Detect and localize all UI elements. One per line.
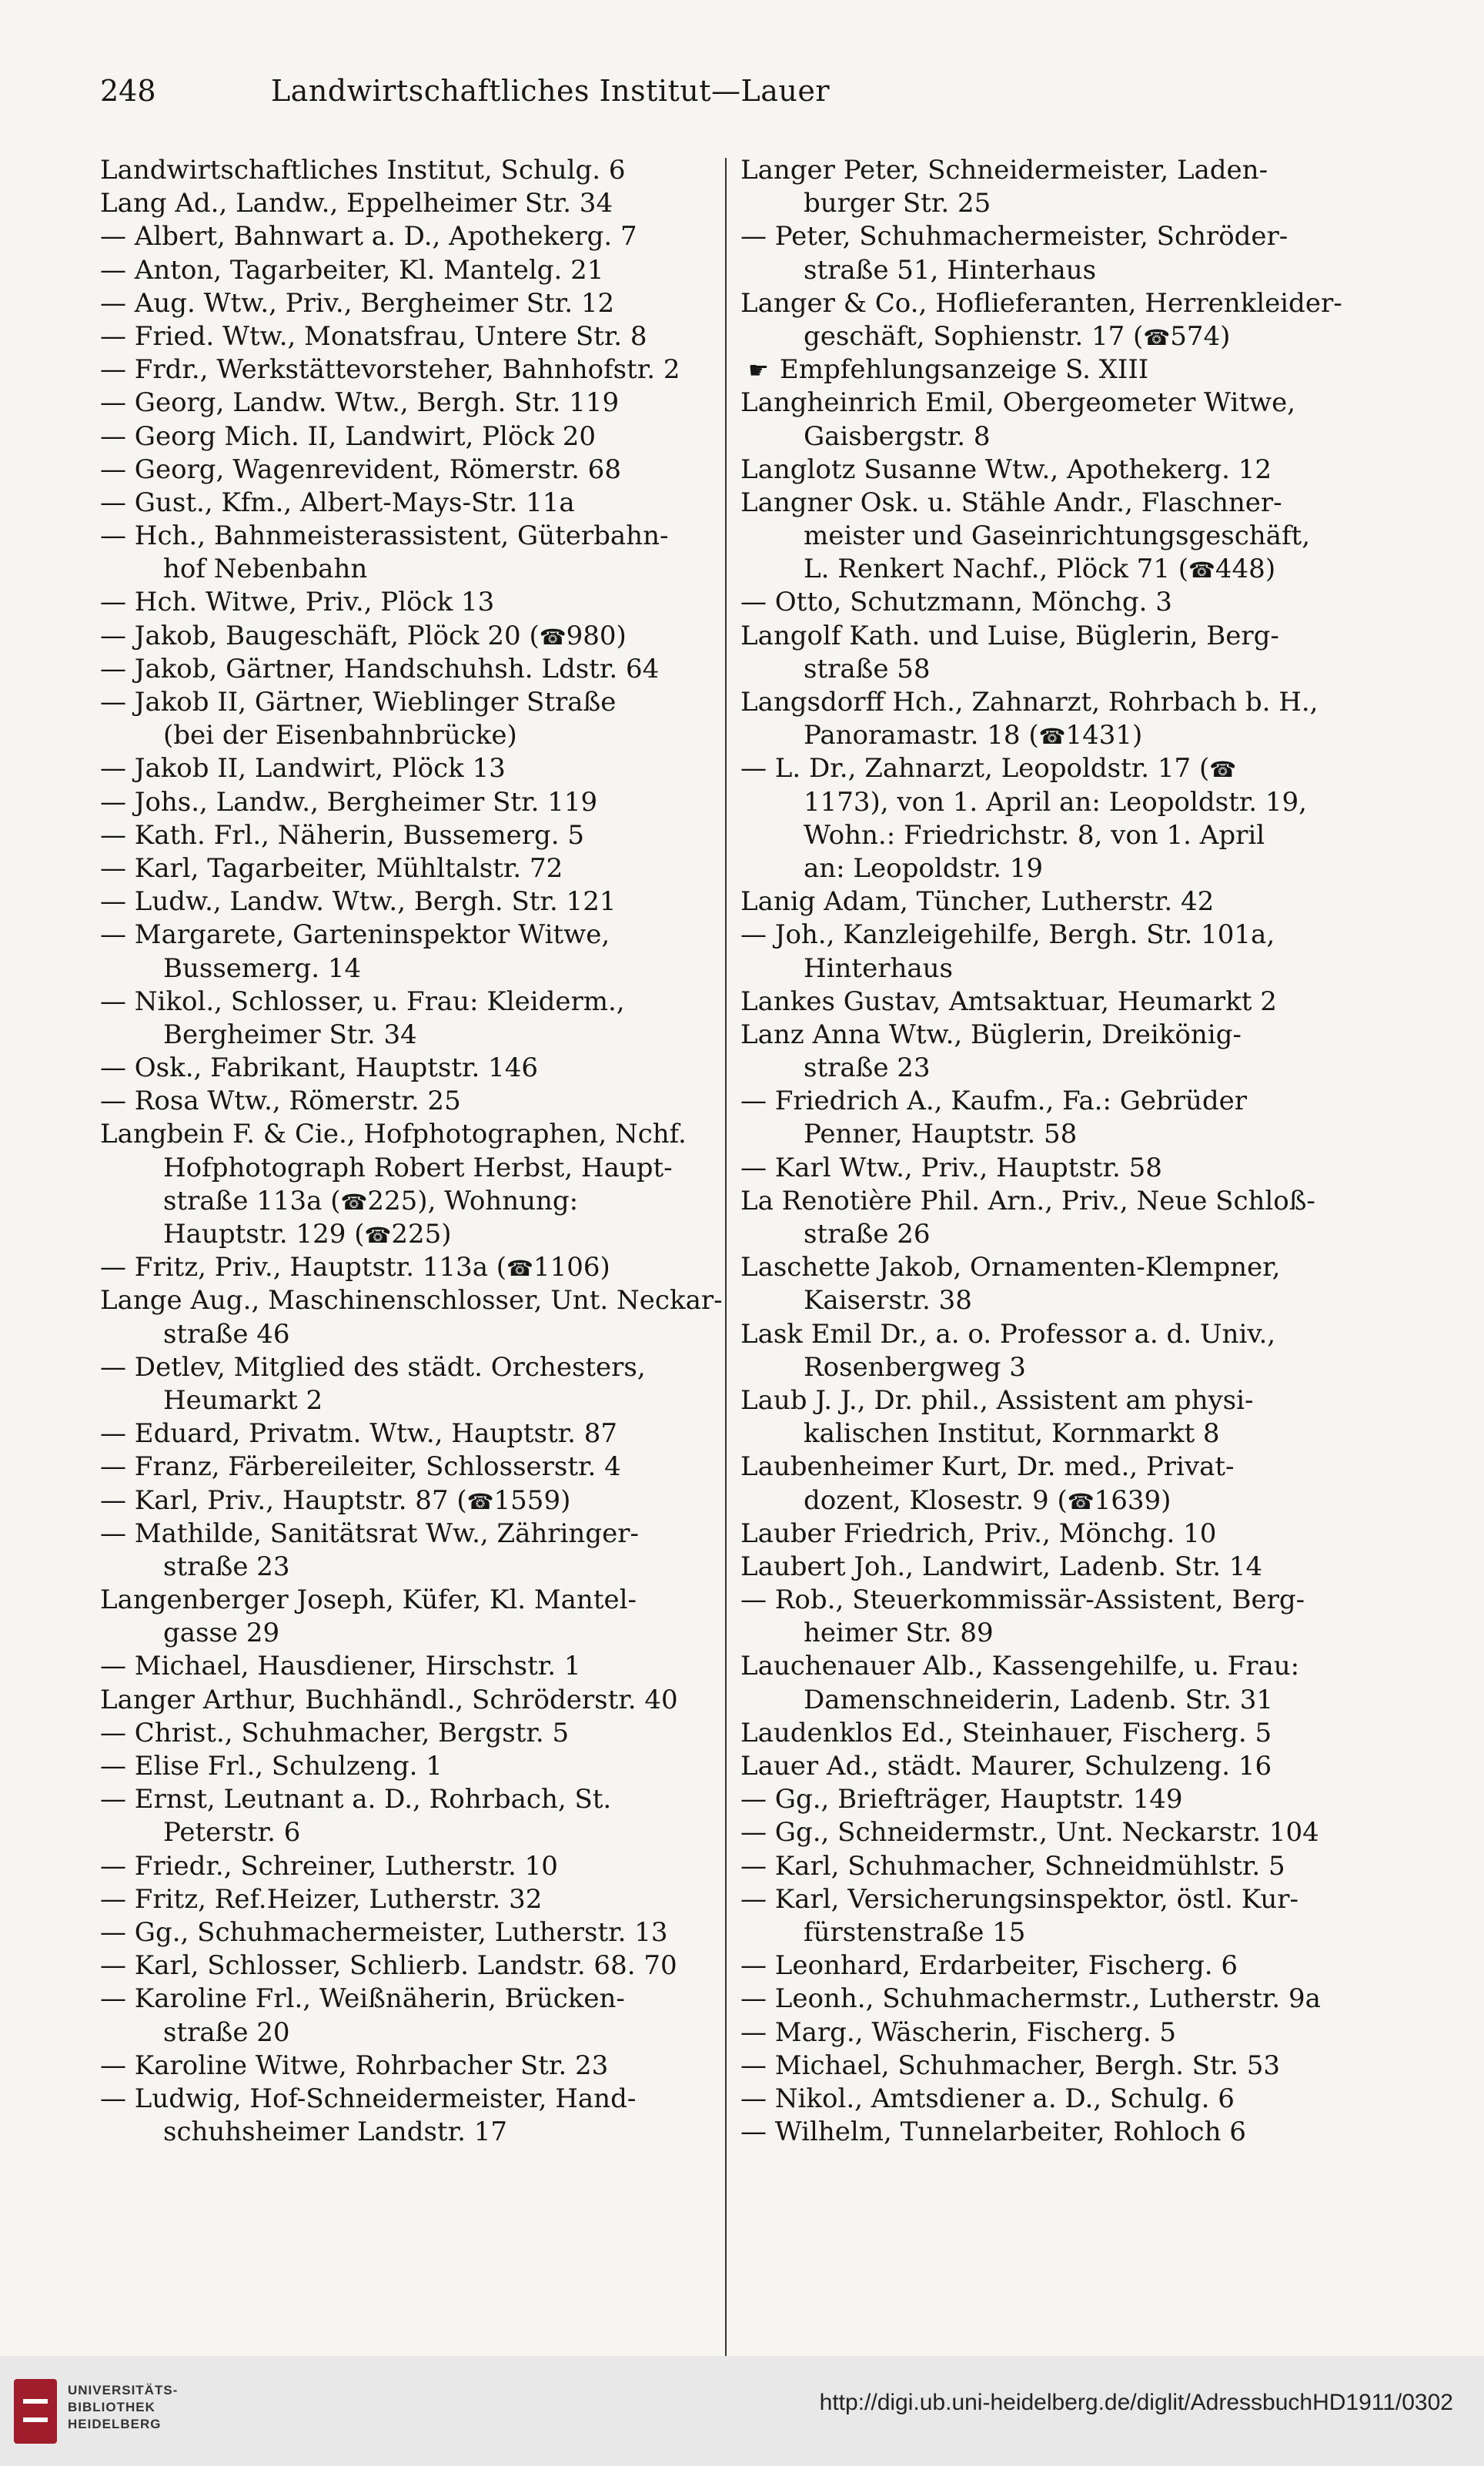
entry-text: 1173), von 1. April an: Leopoldstr. 19, [804, 786, 1307, 818]
entry-text: straße 51, Hinterhaus [804, 254, 1097, 286]
entry-text: — Frdr., Werkstättevorsteher, Bahnhofstr. 2 [100, 354, 680, 386]
entry-continuation-line [740, 1118, 1364, 1151]
entry-text: — Gg., Schuhmachermeister, Lutherstr. 13 [100, 1916, 668, 1948]
telephone-icon: ☎ [1143, 324, 1171, 350]
directory-entry-line [740, 752, 1364, 785]
telephone-number: 1559) [493, 1484, 571, 1516]
directory-entry-line [100, 1883, 724, 1916]
entry-continuation-line [740, 952, 1364, 985]
entry-text: Hauptstr. 129 ( [163, 1219, 365, 1250]
entry-text: burger Str. 25 [804, 188, 991, 219]
entry-text: Langer & Co., Hoflieferanten, Herrenkleider- [740, 287, 1342, 319]
entry-text: — Osk., Fabrikant, Hauptstr. 146 [100, 1052, 539, 1084]
directory-entry-line [100, 154, 724, 187]
directory-entry-line [100, 918, 724, 952]
directory-entry-line [740, 1650, 1364, 1683]
directory-entry-line [740, 885, 1364, 918]
entry-text: Bergheimer Str. 34 [163, 1019, 417, 1050]
entry-text: — Karl, Tagarbeiter, Mühltalstr. 72 [100, 852, 563, 884]
entry-text: — Nikol., Amtsdiener a. D., Schulg. 6 [740, 2083, 1235, 2114]
entry-text: — Marg., Wäscherin, Fischerg. 5 [740, 2016, 1176, 2048]
telephone-icon: ☎ [340, 1189, 368, 1215]
entry-text: straße 23 [804, 1052, 931, 1084]
directory-entry-line [740, 1251, 1364, 1284]
entry-text: — Wilhelm, Tunnelarbeiter, Rohloch 6 [740, 2116, 1246, 2148]
entry-text: geschäft, Sophienstr. 17 ( [804, 320, 1144, 352]
entry-text: — Albert, Bahnwart a. D., Apothekerg. 7 [100, 221, 637, 253]
directory-entry-line [100, 620, 724, 653]
entry-text: — Michael, Schuhmacher, Bergh. Str. 53 [740, 2049, 1281, 2081]
telephone-icon: ☎ [364, 1223, 392, 1248]
entry-text: Heumarkt 2 [163, 1384, 323, 1416]
entry-text: straße 23 [163, 1551, 290, 1582]
entry-continuation-line [100, 952, 724, 985]
directory-entry-line [740, 1384, 1364, 1417]
entry-continuation-line [740, 420, 1364, 453]
entry-text: an: Leopoldstr. 19 [804, 852, 1043, 884]
directory-entry-line [100, 586, 724, 619]
directory-entry-line [740, 1883, 1364, 1916]
directory-entry-line [100, 254, 724, 287]
entry-text: Laub J. J., Dr. phil., Assistent am physi- [740, 1384, 1254, 1416]
entry-text: straße 20 [163, 2016, 290, 2048]
pointing-hand-icon: ☛ [748, 357, 769, 385]
entry-text: straße 46 [163, 1318, 290, 1350]
footer-bar [0, 2356, 1484, 2466]
directory-entry-line [100, 1949, 724, 1983]
directory-entry-line [740, 1850, 1364, 1883]
entry-text: gasse 29 [163, 1618, 280, 1649]
entry-text: dozent, Klosestr. 9 ( [804, 1484, 1068, 1516]
entry-text: schuhsheimer Landstr. 17 [163, 2116, 507, 2148]
entry-text: — Ludwig, Hof-Schneidermeister, Hand- [100, 2083, 637, 2114]
directory-entry-line [100, 819, 724, 852]
entry-text: Lang Ad., Landw., Eppelheimer Str. 34 [100, 188, 613, 219]
directory-entry-line [100, 1750, 724, 1783]
entry-text: — Rosa Wtw., Römerstr. 25 [100, 1086, 461, 1117]
telephone-number: 980) [566, 620, 627, 651]
entry-text: — Anton, Tagarbeiter, Kl. Mantelg. 21 [100, 254, 604, 286]
entry-continuation-line [740, 1684, 1364, 1717]
entry-text: Laubenheimer Kurt, Dr. med., Privat- [740, 1451, 1235, 1483]
entry-text: — Aug. Wtw., Priv., Bergheimer Str. 12 [100, 287, 615, 319]
entry-text: — Kath. Frl., Näherin, Bussemerg. 5 [100, 819, 584, 851]
directory-entry-line [100, 653, 724, 686]
entry-text: Lauchenauer Alb., Kassengehilfe, u. Frau: [740, 1651, 1300, 1682]
telephone-number: 225) [391, 1219, 452, 1250]
entry-text: Laschette Jakob, Ornamenten-Klempner, [740, 1252, 1281, 1283]
entry-text: Lask Emil Dr., a. o. Professor a. d. Univ., [740, 1318, 1276, 1350]
entry-text: Langlotz Susanne Wtw., Apothekerg. 12 [740, 453, 1272, 485]
directory-entry-line [100, 1517, 724, 1551]
entry-continuation-line [740, 254, 1364, 287]
directory-entry-line [740, 2083, 1364, 2116]
directory-entry-line [740, 2016, 1364, 2049]
directory-entry-line [740, 1318, 1364, 1351]
entry-text: — Karl, Schuhmacher, Schneidmühlstr. 5 [740, 1850, 1285, 1882]
directory-entry-line [100, 1916, 724, 1949]
directory-entry-line [100, 487, 724, 520]
entry-continuation-line [100, 2116, 724, 2149]
entry-text: — Eduard, Privatm. Wtw., Hauptstr. 87 [100, 1418, 618, 1450]
entry-text: — Joh., Kanzleigehilfe, Bergh. Str. 101a, [740, 919, 1275, 951]
entry-continuation-line [740, 1052, 1364, 1085]
entry-continuation-line [100, 1816, 724, 1849]
entry-text: Langer Arthur, Buchhändl., Schröderstr. 40 [100, 1684, 678, 1715]
telephone-number: 1639) [1094, 1484, 1171, 1516]
logo-line: HEIDELBERG [68, 2417, 162, 2431]
directory-entry-line [740, 287, 1364, 320]
directory-entry-line [740, 1816, 1364, 1849]
entry-text: — Leonhard, Erdarbeiter, Fischerg. 6 [740, 1950, 1238, 1982]
entry-continuation-line [100, 1185, 724, 1218]
directory-entry-line [100, 1351, 724, 1384]
entry-continuation-line [100, 1384, 724, 1417]
page-number: 248 [100, 74, 156, 108]
entry-text: (bei der Eisenbahnbrücke) [163, 720, 517, 751]
directory-entry-line [100, 1251, 724, 1284]
directory-entry-line [740, 918, 1364, 952]
entry-continuation-line [740, 1351, 1364, 1384]
library-logo[interactable] [14, 2376, 199, 2445]
entry-text: — Detlev, Mitglied des städt. Orchesters, [100, 1351, 646, 1383]
entry-text: Langer Peter, Schneidermeister, Laden- [740, 155, 1268, 186]
telephone-icon: ☎ [506, 1256, 533, 1282]
directory-entry-line [740, 686, 1364, 719]
entry-text: Wohn.: Friedrichstr. 8, von 1. April [804, 819, 1265, 851]
directory-entry-line [740, 1949, 1364, 1983]
entry-text: Lauer Ad., städt. Maurer, Schulzeng. 16 [740, 1751, 1272, 1782]
entry-text: heimer Str. 89 [804, 1618, 994, 1649]
library-logo-icon [14, 2379, 57, 2444]
entry-text: — Hch. Witwe, Priv., Plöck 13 [100, 587, 495, 618]
directory-entry-line [100, 1850, 724, 1883]
directory-entry-line [740, 1019, 1364, 1052]
directory-entry-line [740, 453, 1364, 487]
directory-entry-line [740, 1185, 1364, 1218]
entry-text: Langner Osk. u. Stähle Andr., Flaschner- [740, 487, 1282, 518]
telephone-icon: ☎ [1067, 1488, 1095, 1514]
entry-text: Bussemerg. 14 [163, 952, 362, 984]
directory-entry-line [740, 220, 1364, 253]
entry-text: — Georg, Landw. Wtw., Bergh. Str. 119 [100, 387, 620, 419]
entry-text: — Otto, Schutzmann, Mönchg. 3 [740, 587, 1172, 618]
directory-entry-line [740, 487, 1364, 520]
logo-line: BIBLIOTHEK [68, 2400, 155, 2414]
entry-continuation-line [740, 520, 1364, 553]
entry-text: L. Renkert Nachf., Plöck 71 ( [804, 554, 1189, 585]
entry-text: — Friedr., Schreiner, Lutherstr. 10 [100, 1850, 558, 1882]
entry-continuation-line [100, 1551, 724, 1584]
entry-text: — Georg, Wagenrevident, Römerstr. 68 [100, 453, 621, 485]
entry-text: — Rob., Steuerkommissär-Assistent, Berg- [740, 1584, 1305, 1616]
directory-entry-line [740, 1983, 1364, 2016]
directory-entry-line [740, 985, 1364, 1019]
directory-entry-line [100, 2049, 724, 2083]
entry-continuation-line [740, 653, 1364, 686]
entry-text: Lauber Friedrich, Priv., Mönchg. 10 [740, 1517, 1217, 1549]
entry-text: Lange Aug., Maschinenschlosser, Unt. Neckar- [100, 1285, 723, 1317]
entry-text: — Michael, Hausdiener, Hirschstr. 1 [100, 1651, 581, 1682]
entry-text: La Renotière Phil. Arn., Priv., Neue Schloß- [740, 1185, 1315, 1216]
entry-text: Damenschneiderin, Ladenb. Str. 31 [804, 1684, 1273, 1715]
entry-continuation-line [100, 1617, 724, 1650]
entry-text: Gaisbergstr. 8 [804, 420, 991, 452]
directory-entry-line [100, 852, 724, 885]
telephone-icon: ☎ [1209, 757, 1237, 783]
entry-text: Laubert Joh., Landwirt, Ladenb. Str. 14 [740, 1551, 1263, 1582]
directory-entry-line [100, 1450, 724, 1484]
directory-entry-line [100, 353, 724, 386]
entry-text: Langsdorff Hch., Zahnarzt, Rohrbach b. H., [740, 687, 1319, 718]
entry-text: — Karl, Versicherungsinspektor, östl. Kur- [740, 1883, 1299, 1915]
directory-entry-line [100, 420, 724, 453]
directory-entry-line [100, 1783, 724, 1816]
entry-continuation-line [740, 1417, 1364, 1450]
directory-entry-line [740, 1783, 1364, 1816]
directory-entry-line [100, 187, 724, 220]
directory-entry-line [100, 386, 724, 420]
entry-text: — Fried. Wtw., Monatsfrau, Untere Str. 8 [100, 320, 647, 352]
advertisement-reference [740, 353, 1364, 386]
entry-text: Langheinrich Emil, Obergeometer Witwe, [740, 387, 1296, 419]
entry-continuation-line [100, 1318, 724, 1351]
entry-text: — Ernst, Leutnant a. D., Rohrbach, St. [100, 1784, 612, 1815]
entry-continuation-line [740, 1218, 1364, 1251]
directory-entry-line [740, 1152, 1364, 1185]
directory-entry-line [100, 885, 724, 918]
directory-entry-line [100, 220, 724, 253]
telephone-icon: ☎ [539, 624, 567, 650]
entry-text: — Peter, Schuhmachermeister, Schröder- [740, 221, 1288, 253]
entry-text: Kaiserstr. 38 [804, 1285, 972, 1317]
entry-text: Laudenklos Ed., Steinhauer, Fischerg. 5 [740, 1717, 1272, 1748]
entry-continuation-line [100, 1152, 724, 1185]
telephone-number: 448) [1215, 554, 1276, 585]
entry-text: Penner, Hauptstr. 58 [804, 1119, 1078, 1150]
telephone-number: 1106) [533, 1252, 610, 1283]
page-header [100, 74, 1001, 120]
entry-text: Langenberger Joseph, Küfer, Kl. Mantel- [100, 1584, 637, 1616]
entry-text: — Jakob, Gärtner, Handschuhsh. Ldstr. 64 [100, 653, 660, 684]
entry-text: — Gg., Schneidermstr., Unt. Neckarstr. 104 [740, 1817, 1319, 1849]
entry-text: Peterstr. 6 [163, 1817, 301, 1849]
entry-text: — Friedrich A., Kaufm., Fa.: Gebrüder [740, 1086, 1248, 1117]
directory-entry-line [100, 1684, 724, 1717]
directory-entry-line [100, 686, 724, 719]
directory-entry-line [100, 1417, 724, 1450]
entry-text: — Karoline Witwe, Rohrbacher Str. 23 [100, 2049, 609, 2081]
entry-continuation-line [740, 786, 1364, 819]
entry-text: Langolf Kath. und Luise, Büglerin, Berg- [740, 620, 1279, 651]
entry-text: — Ludw., Landw. Wtw., Bergh. Str. 121 [100, 886, 617, 918]
entry-text: — Margarete, Garteninspektor Witwe, [100, 919, 610, 951]
entry-continuation-line [740, 852, 1364, 885]
directory-entry-line [740, 586, 1364, 619]
entry-text: — Johs., Landw., Bergheimer Str. 119 [100, 786, 598, 818]
directory-entry-line [740, 2116, 1364, 2149]
directory-entry-line [740, 1551, 1364, 1584]
right-column [740, 154, 1364, 2149]
directory-entry-line [100, 1983, 724, 2016]
entry-text: — Christ., Schuhmacher, Bergstr. 5 [100, 1717, 570, 1748]
entry-continuation-line [740, 1916, 1364, 1949]
directory-entry-line [740, 1584, 1364, 1617]
telephone-icon: ☎ [1188, 557, 1215, 584]
directory-entry-line [100, 520, 724, 553]
entry-text: — Elise Frl., Schulzeng. 1 [100, 1751, 443, 1782]
logo-line: UNIVERSITÄTS- [68, 2383, 179, 2397]
entry-continuation-line [740, 819, 1364, 852]
source-url-link[interactable]: http://digi.ub.uni-heidelberg.de/diglit/AdressbuchHD1911/0302 [819, 2390, 1453, 2415]
entry-text: straße 26 [804, 1219, 931, 1250]
directory-entry-line [100, 1284, 724, 1317]
entry-continuation-line [740, 320, 1364, 353]
entry-text: — Gust., Kfm., Albert-Mays-Str. 11a [100, 487, 575, 518]
entry-continuation-line [100, 719, 724, 752]
entry-text: — Jakob II, Landwirt, Plöck 13 [100, 753, 506, 785]
directory-entry-line [100, 1484, 724, 1517]
telephone-icon: ☎ [1038, 724, 1066, 750]
running-title: Landwirtschaftliches Institut—Lauer [270, 74, 831, 108]
entry-text: Lanz Anna Wtw., Büglerin, Dreikönig- [740, 1019, 1242, 1050]
entry-text: Hofphotograph Robert Herbst, Haupt- [163, 1152, 673, 1183]
directory-entry-line [100, 786, 724, 819]
entry-text: — Mathilde, Sanitätsrat Ww., Zähringer- [100, 1517, 639, 1549]
entry-text: kalischen Institut, Kornmarkt 8 [804, 1418, 1220, 1450]
entry-text: Lanig Adam, Tüncher, Lutherstr. 42 [740, 886, 1215, 918]
entry-text: — Karl Wtw., Priv., Hauptstr. 58 [740, 1152, 1162, 1183]
directory-entry-line [100, 985, 724, 1019]
directory-entry-line [100, 1650, 724, 1683]
entry-text: — Georg Mich. II, Landwirt, Plöck 20 [100, 420, 597, 452]
directory-entry-line [100, 1085, 724, 1118]
entry-continuation-line [740, 1617, 1364, 1650]
entry-continuation-line [740, 1284, 1364, 1317]
directory-entry-line [740, 2049, 1364, 2083]
entry-text: hof Nebenbahn [163, 554, 368, 585]
entry-text: meister und Gaseinrichtungsgeschäft, [804, 520, 1311, 552]
telephone-number: 574) [1170, 320, 1231, 352]
entry-text: — Fritz, Priv., Hauptstr. 113a ( [100, 1252, 507, 1283]
directory-entry-line [740, 1717, 1364, 1750]
directory-entry-line [100, 287, 724, 320]
entry-text: — Jakob, Baugeschäft, Plöck 20 ( [100, 620, 540, 651]
directory-entry-line [740, 1750, 1364, 1783]
entry-continuation-line [100, 2016, 724, 2049]
directory-entry-line [100, 2083, 724, 2116]
directory-entry-line [100, 1052, 724, 1085]
entry-text: fürstenstraße 15 [804, 1916, 1026, 1948]
entry-continuation-line [740, 719, 1364, 752]
entry-text: — Fritz, Ref.Heizer, Lutherstr. 32 [100, 1883, 543, 1915]
entry-continuation-line [740, 187, 1364, 220]
directory-entry-line [740, 386, 1364, 420]
entry-text: — Karoline Frl., Weißnäherin, Brücken- [100, 1983, 625, 2015]
entry-text: — Gg., Briefträger, Hauptstr. 149 [740, 1784, 1183, 1815]
left-column [100, 154, 724, 2149]
entry-text: — Nikol., Schlosser, u. Frau: Kleiderm., [100, 985, 625, 1017]
entry-continuation-line [740, 1484, 1364, 1517]
directory-entry-line [100, 453, 724, 487]
directory-entry-line [740, 1517, 1364, 1551]
entry-text: — Karl, Priv., Hauptstr. 87 ( [100, 1484, 467, 1516]
entry-text: Empfehlungsanzeige S. XIII [779, 354, 1149, 386]
telephone-number: 1431) [1065, 720, 1143, 751]
entry-continuation-line [100, 1019, 724, 1052]
telephone-number: 225), Wohnung: [367, 1185, 579, 1216]
entry-text: Landwirtschaftliches Institut, Schulg. 6 [100, 155, 626, 186]
entry-text: Panoramastr. 18 ( [804, 720, 1039, 751]
library-logo-text [68, 2382, 178, 2433]
telephone-icon: ☎ [466, 1488, 494, 1514]
entry-text: — Jakob II, Gärtner, Wieblinger Straße [100, 687, 617, 718]
directory-entry-line [100, 320, 724, 353]
directory-entry-line [100, 1584, 724, 1617]
entry-text: Hinterhaus [804, 952, 953, 984]
entry-text: — L. Dr., Zahnarzt, Leopoldstr. 17 ( [740, 753, 1210, 785]
directory-entry-line [740, 154, 1364, 187]
entry-text: Lankes Gustav, Amtsaktuar, Heumarkt 2 [740, 985, 1277, 1017]
entry-text: straße 58 [804, 653, 931, 684]
directory-entry-line [740, 1085, 1364, 1118]
entry-continuation-line [740, 553, 1364, 586]
directory-entry-line [100, 752, 724, 785]
entry-text: — Franz, Färbereileiter, Schlosserstr. 4 [100, 1451, 621, 1483]
entry-continuation-line [100, 553, 724, 586]
directory-entry-line [100, 1118, 724, 1151]
entry-text: — Leonh., Schuhmachermstr., Lutherstr. 9a [740, 1983, 1321, 2015]
directory-entry-line [100, 1717, 724, 1750]
entry-text: Langbein F. & Cie., Hofphotographen, Nchf. [100, 1119, 687, 1150]
entry-text: — Karl, Schlosser, Schlierb. Landstr. 68. 70 [100, 1950, 677, 1982]
entry-continuation-line [100, 1218, 724, 1251]
entry-text: Rosenbergweg 3 [804, 1351, 1026, 1383]
entry-text: — Hch., Bahnmeisterassistent, Güterbahn- [100, 520, 669, 552]
entry-text: straße 113a ( [163, 1185, 341, 1216]
directory-entry-line [740, 620, 1364, 653]
directory-entry-line [740, 1450, 1364, 1484]
column-divider [725, 158, 727, 2367]
